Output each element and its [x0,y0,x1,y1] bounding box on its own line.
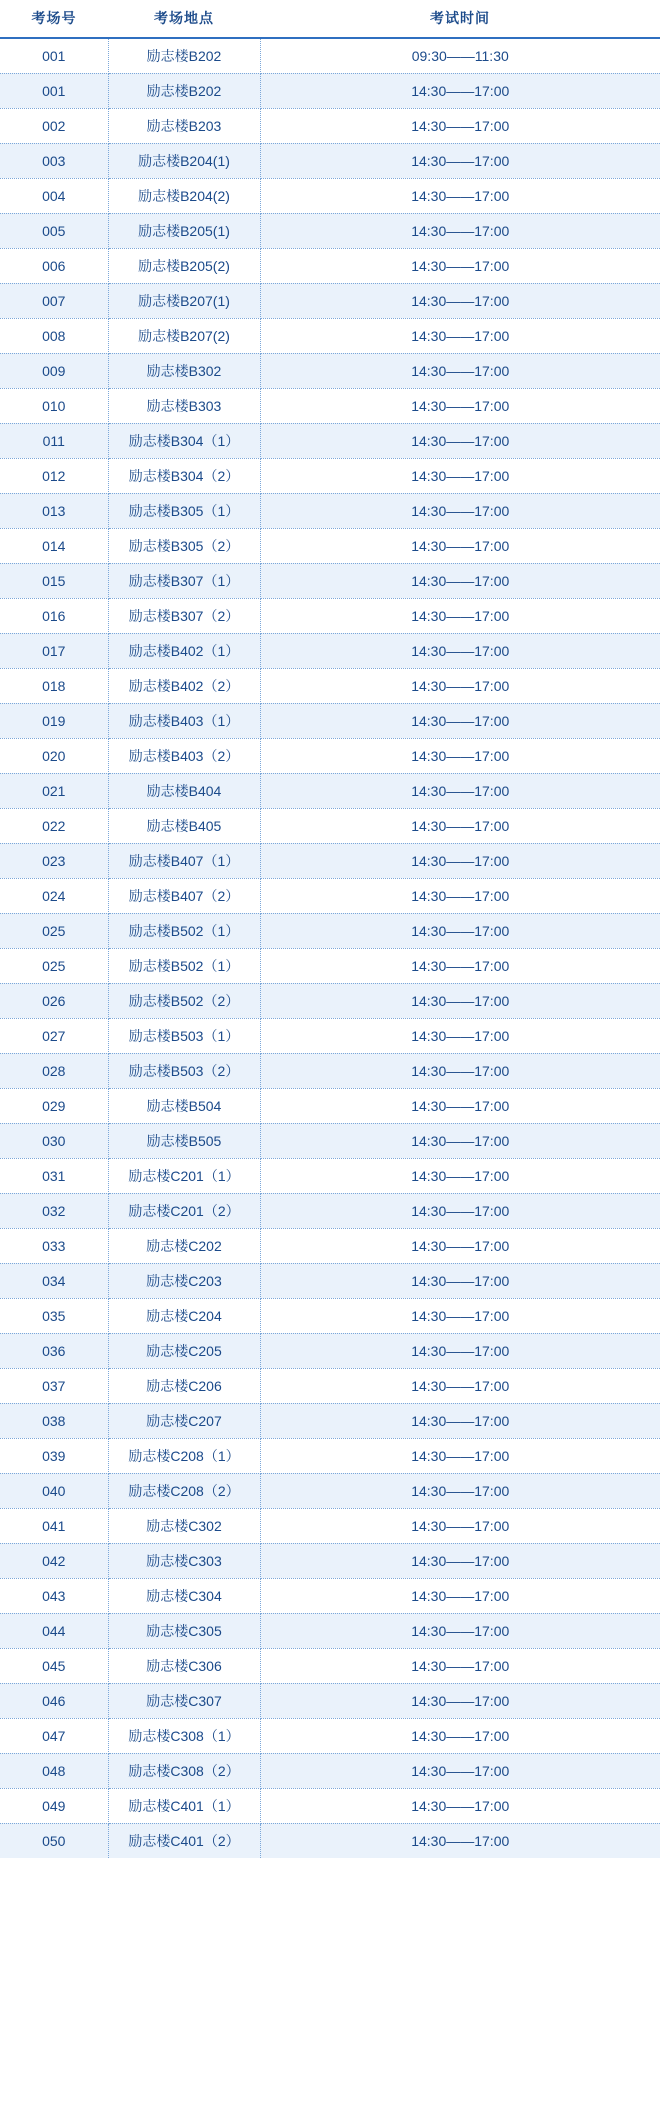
table-row [0,528,660,563]
cell-exam-location: 励志楼B502（1） [108,948,260,983]
cell-exam-room-number: 026 [0,983,108,1018]
cell-exam-room-number: 030 [0,1123,108,1158]
cell-exam-room-number: 001 [0,73,108,108]
table-row [0,248,660,283]
cell-exam-time: 14:30——17:00 [260,1053,660,1088]
cell-exam-location: 励志楼B403（2） [108,738,260,773]
cell-exam-room-number: 048 [0,1753,108,1788]
cell-exam-time: 09:30——11:30 [260,38,660,73]
cell-exam-location: 励志楼C202 [108,1228,260,1263]
cell-exam-location: 励志楼C305 [108,1613,260,1648]
cell-exam-time: 14:30——17:00 [260,248,660,283]
cell-exam-location: 励志楼C401（2） [108,1823,260,1858]
cell-exam-room-number: 041 [0,1508,108,1543]
cell-exam-time: 14:30——17:00 [260,423,660,458]
cell-exam-time: 14:30——17:00 [260,843,660,878]
table-row [0,1298,660,1333]
cell-exam-time: 14:30——17:00 [260,388,660,423]
cell-exam-time: 14:30——17:00 [260,1263,660,1298]
cell-exam-room-number: 006 [0,248,108,283]
cell-exam-room-number: 031 [0,1158,108,1193]
cell-exam-time: 14:30——17:00 [260,1088,660,1123]
cell-exam-time: 14:30——17:00 [260,1123,660,1158]
cell-exam-room-number: 036 [0,1333,108,1368]
cell-exam-room-number: 010 [0,388,108,423]
cell-exam-time: 14:30——17:00 [260,983,660,1018]
cell-exam-location: 励志楼B502（1） [108,913,260,948]
cell-exam-time: 14:30——17:00 [260,1368,660,1403]
cell-exam-room-number: 002 [0,108,108,143]
cell-exam-location: 励志楼C303 [108,1543,260,1578]
table-row [0,843,660,878]
cell-exam-location: 励志楼C203 [108,1263,260,1298]
cell-exam-time: 14:30——17:00 [260,283,660,318]
cell-exam-room-number: 003 [0,143,108,178]
cell-exam-room-number: 012 [0,458,108,493]
cell-exam-time: 14:30——17:00 [260,493,660,528]
cell-exam-time: 14:30——17:00 [260,1543,660,1578]
table-row [0,283,660,318]
cell-exam-location: 励志楼B503（2） [108,1053,260,1088]
cell-exam-location: 励志楼B204(1) [108,143,260,178]
cell-exam-time: 14:30——17:00 [260,143,660,178]
column-header-exam-time: 考试时间 [260,0,660,38]
cell-exam-location: 励志楼B503（1） [108,1018,260,1053]
table-row [0,983,660,1018]
cell-exam-room-number: 037 [0,1368,108,1403]
table-row [0,458,660,493]
cell-exam-location: 励志楼B203 [108,108,260,143]
cell-exam-time: 14:30——17:00 [260,178,660,213]
cell-exam-location: 励志楼B202 [108,73,260,108]
cell-exam-room-number: 018 [0,668,108,703]
table-row [0,38,660,73]
cell-exam-time: 14:30——17:00 [260,878,660,913]
cell-exam-room-number: 045 [0,1648,108,1683]
cell-exam-time: 14:30——17:00 [260,1018,660,1053]
table-row [0,633,660,668]
cell-exam-room-number: 008 [0,318,108,353]
cell-exam-location: 励志楼C204 [108,1298,260,1333]
cell-exam-room-number: 038 [0,1403,108,1438]
table-row [0,353,660,388]
cell-exam-room-number: 033 [0,1228,108,1263]
table-row [0,1718,660,1753]
cell-exam-time: 14:30——17:00 [260,1228,660,1263]
cell-exam-time: 14:30——17:00 [260,1753,660,1788]
cell-exam-location: 励志楼C306 [108,1648,260,1683]
table-row [0,213,660,248]
cell-exam-room-number: 025 [0,913,108,948]
cell-exam-location: 励志楼C308（1） [108,1718,260,1753]
cell-exam-location: 励志楼C205 [108,1333,260,1368]
cell-exam-time: 14:30——17:00 [260,318,660,353]
cell-exam-room-number: 013 [0,493,108,528]
table-row [0,913,660,948]
table-row [0,878,660,913]
cell-exam-time: 14:30——17:00 [260,1158,660,1193]
cell-exam-room-number: 042 [0,1543,108,1578]
cell-exam-room-number: 020 [0,738,108,773]
cell-exam-location: 励志楼B504 [108,1088,260,1123]
cell-exam-location: 励志楼B502（2） [108,983,260,1018]
cell-exam-time: 14:30——17:00 [260,703,660,738]
table-row [0,1368,660,1403]
cell-exam-room-number: 046 [0,1683,108,1718]
cell-exam-location: 励志楼B402（2） [108,668,260,703]
table-row [0,1018,660,1053]
table-row [0,1123,660,1158]
cell-exam-location: 励志楼B307（2） [108,598,260,633]
cell-exam-time: 14:30——17:00 [260,73,660,108]
cell-exam-time: 14:30——17:00 [260,913,660,948]
cell-exam-room-number: 035 [0,1298,108,1333]
cell-exam-time: 14:30——17:00 [260,948,660,983]
cell-exam-room-number: 015 [0,563,108,598]
cell-exam-time: 14:30——17:00 [260,1683,660,1718]
table-row [0,563,660,598]
table-row [0,773,660,808]
table-row [0,1228,660,1263]
cell-exam-time: 14:30——17:00 [260,528,660,563]
cell-exam-room-number: 016 [0,598,108,633]
cell-exam-time: 14:30——17:00 [260,1578,660,1613]
table-row [0,1613,660,1648]
table-row [0,108,660,143]
cell-exam-location: 励志楼B202 [108,38,260,73]
column-header-exam-room-number: 考场号 [0,0,108,38]
table-row [0,1438,660,1473]
cell-exam-time: 14:30——17:00 [260,1788,660,1823]
cell-exam-room-number: 019 [0,703,108,738]
cell-exam-room-number: 039 [0,1438,108,1473]
cell-exam-time: 14:30——17:00 [260,738,660,773]
table-row [0,1053,660,1088]
cell-exam-location: 励志楼C302 [108,1508,260,1543]
cell-exam-location: 励志楼B205(2) [108,248,260,283]
cell-exam-room-number: 007 [0,283,108,318]
table-row [0,1823,660,1858]
cell-exam-room-number: 028 [0,1053,108,1088]
cell-exam-location: 励志楼B207(1) [108,283,260,318]
cell-exam-location: 励志楼C308（2） [108,1753,260,1788]
cell-exam-location: 励志楼C307 [108,1683,260,1718]
cell-exam-time: 14:30——17:00 [260,1333,660,1368]
cell-exam-room-number: 050 [0,1823,108,1858]
cell-exam-room-number: 022 [0,808,108,843]
cell-exam-location: 励志楼B404 [108,773,260,808]
table-row [0,598,660,633]
table-row [0,73,660,108]
table-row [0,1193,660,1228]
cell-exam-room-number: 043 [0,1578,108,1613]
table-row [0,318,660,353]
cell-exam-time: 14:30——17:00 [260,1508,660,1543]
column-header-exam-location: 考场地点 [108,0,260,38]
table-row [0,423,660,458]
table-row [0,1753,660,1788]
cell-exam-location: 励志楼C201（2） [108,1193,260,1228]
cell-exam-time: 14:30——17:00 [260,458,660,493]
cell-exam-room-number: 049 [0,1788,108,1823]
cell-exam-room-number: 025 [0,948,108,983]
cell-exam-location: 励志楼B402（1） [108,633,260,668]
table-row [0,1333,660,1368]
cell-exam-location: 励志楼B207(2) [108,318,260,353]
table-row [0,1158,660,1193]
table-row [0,1543,660,1578]
cell-exam-room-number: 034 [0,1263,108,1298]
cell-exam-time: 14:30——17:00 [260,1298,660,1333]
cell-exam-room-number: 009 [0,353,108,388]
table-row [0,178,660,213]
cell-exam-location: 励志楼B302 [108,353,260,388]
cell-exam-time: 14:30——17:00 [260,1648,660,1683]
table-row [0,1403,660,1438]
cell-exam-time: 14:30——17:00 [260,1438,660,1473]
cell-exam-time: 14:30——17:00 [260,808,660,843]
cell-exam-location: 励志楼C401（1） [108,1788,260,1823]
table-row [0,703,660,738]
cell-exam-time: 14:30——17:00 [260,668,660,703]
cell-exam-location: 励志楼C207 [108,1403,260,1438]
table-row [0,1683,660,1718]
table-header [0,0,660,38]
cell-exam-room-number: 014 [0,528,108,563]
cell-exam-room-number: 001 [0,38,108,73]
cell-exam-time: 14:30——17:00 [260,598,660,633]
cell-exam-location: 励志楼B505 [108,1123,260,1158]
table-row [0,1578,660,1613]
cell-exam-room-number: 004 [0,178,108,213]
cell-exam-time: 14:30——17:00 [260,1718,660,1753]
cell-exam-room-number: 011 [0,423,108,458]
cell-exam-location: 励志楼C208（1） [108,1438,260,1473]
cell-exam-location: 励志楼B205(1) [108,213,260,248]
cell-exam-location: 励志楼B407（1） [108,843,260,878]
table-row [0,738,660,773]
table-row [0,668,660,703]
cell-exam-location: 励志楼C208（2） [108,1473,260,1508]
table-row [0,808,660,843]
cell-exam-time: 14:30——17:00 [260,353,660,388]
cell-exam-time: 14:30——17:00 [260,213,660,248]
table-row [0,1263,660,1298]
cell-exam-room-number: 005 [0,213,108,248]
cell-exam-room-number: 021 [0,773,108,808]
cell-exam-room-number: 044 [0,1613,108,1648]
cell-exam-location: 励志楼C206 [108,1368,260,1403]
table-row [0,1508,660,1543]
cell-exam-time: 14:30——17:00 [260,1823,660,1858]
cell-exam-time: 14:30——17:00 [260,1403,660,1438]
cell-exam-location: 励志楼B304（1） [108,423,260,458]
cell-exam-room-number: 032 [0,1193,108,1228]
table-row [0,948,660,983]
cell-exam-location: 励志楼B407（2） [108,878,260,913]
cell-exam-time: 14:30——17:00 [260,1473,660,1508]
cell-exam-room-number: 023 [0,843,108,878]
cell-exam-room-number: 017 [0,633,108,668]
cell-exam-time: 14:30——17:00 [260,773,660,808]
cell-exam-location: 励志楼C304 [108,1578,260,1613]
cell-exam-time: 14:30——17:00 [260,1613,660,1648]
table-row [0,493,660,528]
cell-exam-room-number: 040 [0,1473,108,1508]
cell-exam-location: 励志楼C201（1） [108,1158,260,1193]
cell-exam-location: 励志楼B305（2） [108,528,260,563]
cell-exam-room-number: 047 [0,1718,108,1753]
cell-exam-location: 励志楼B304（2） [108,458,260,493]
cell-exam-location: 励志楼B204(2) [108,178,260,213]
cell-exam-time: 14:30——17:00 [260,563,660,598]
cell-exam-time: 14:30——17:00 [260,108,660,143]
cell-exam-location: 励志楼B305（1） [108,493,260,528]
table-row [0,1088,660,1123]
table-header-row [0,0,660,38]
cell-exam-location: 励志楼B303 [108,388,260,423]
cell-exam-time: 14:30——17:00 [260,1193,660,1228]
table-row [0,143,660,178]
table-body [0,38,660,1858]
cell-exam-location: 励志楼B307（1） [108,563,260,598]
table-row [0,1788,660,1823]
cell-exam-room-number: 027 [0,1018,108,1053]
table-row [0,1648,660,1683]
cell-exam-room-number: 029 [0,1088,108,1123]
cell-exam-time: 14:30——17:00 [260,633,660,668]
cell-exam-location: 励志楼B403（1） [108,703,260,738]
table-row [0,388,660,423]
cell-exam-room-number: 024 [0,878,108,913]
cell-exam-location: 励志楼B405 [108,808,260,843]
table-row [0,1473,660,1508]
